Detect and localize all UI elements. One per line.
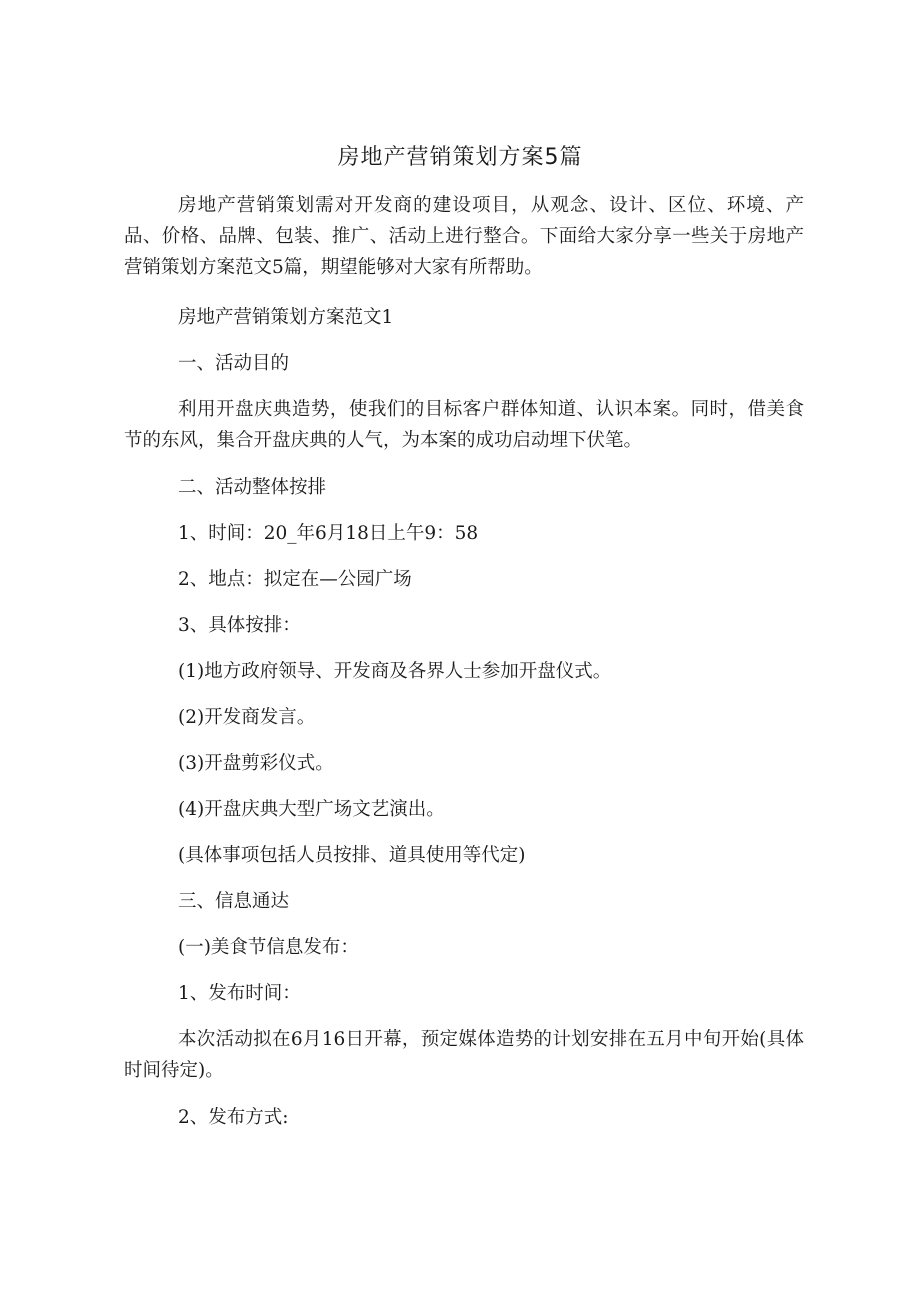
sub-item-2: (2)开发商发言。 <box>178 707 316 728</box>
section-heading-purpose: 一、活动目的 <box>178 353 290 374</box>
release-time-heading: 1、发布时间： <box>178 983 301 1004</box>
list-item-time: 1、时间：20_年6月18日上午9：58 <box>178 523 479 544</box>
document-title: 房地产营销策划方案5篇 <box>337 145 583 170</box>
sub-item-3: (3)开盘剪彩仪式。 <box>178 753 334 774</box>
sub-item-1: (1)地方政府领导、开发商及各界人士参加开盘仪式。 <box>178 661 612 682</box>
note-line: (具体事项包括人员按排、道具使用等代定) <box>178 845 526 866</box>
section-heading-info: 三、信息通达 <box>178 891 290 912</box>
release-method-heading: 2、发布方式: <box>178 1107 289 1128</box>
sample-heading: 房地产营销策划方案范文1 <box>178 307 394 328</box>
subsection-heading: (一)美食节信息发布： <box>178 937 359 958</box>
release-time-paragraph: 本次活动拟在6月16日开幕，预定媒体造势的计划安排在五月中旬开始(具体时间待定)。 <box>124 1029 804 1081</box>
sub-item-4: (4)开盘庆典大型广场文艺演出。 <box>178 799 445 820</box>
list-item-arrangement: 3、具体按排： <box>178 615 301 636</box>
purpose-paragraph: 利用开盘庆典造势，使我们的目标客户群体知道、认识本案。同时，借美食节的东风，集合开盘庆典的人气，为本案的成功启动埋下伏笔。 <box>124 399 804 451</box>
list-item-place: 2、地点：拟定在—公园广场 <box>178 569 412 590</box>
intro-paragraph: 房地产营销策划需对开发商的建设项目，从观念、设计、区位、环境、产品、价格、品牌、包装、推广、活动上进行整合。下面给大家分享一些关于房地产营销策划方案范文5篇，期望能够对大家有所帮助。 <box>124 195 804 278</box>
section-heading-arrangement: 二、活动整体按排 <box>178 477 327 498</box>
